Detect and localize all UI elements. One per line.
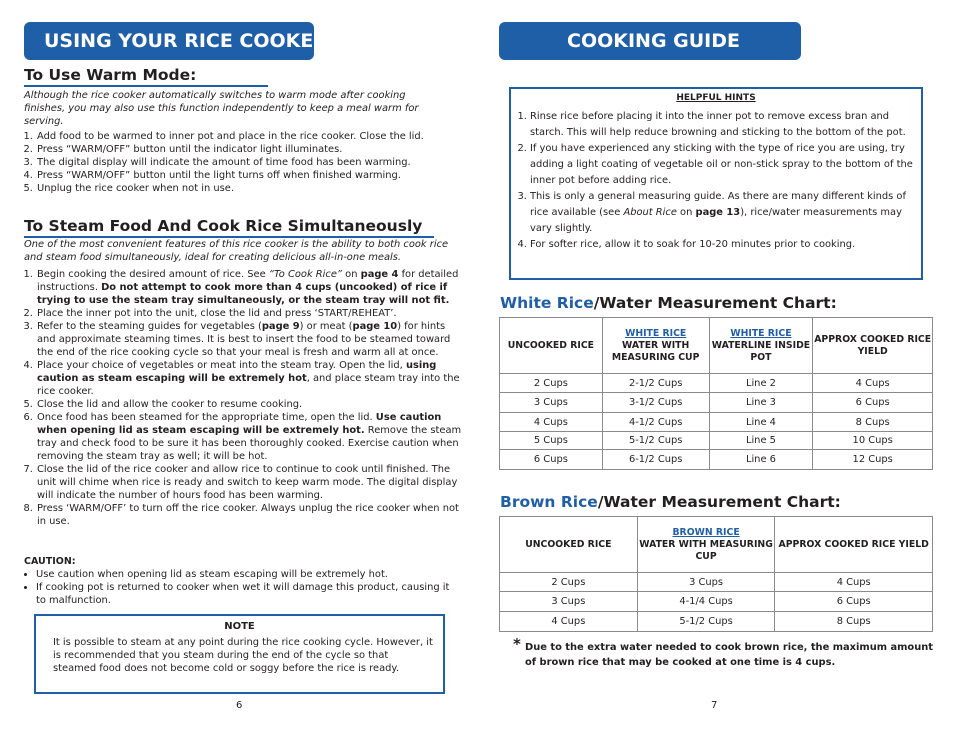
table-cell: 4-1/4 Cups — [637, 592, 775, 612]
page-number-left: 6 — [236, 700, 243, 711]
steam-step: 1. Begin cooking the desired amount of rice. See “To Cook Rice” on page 4 for detailed instructions. Do not attempt to cook more than 4 cups (uncooked) of rice if trying to use the steam tray simultaneously, or the steam tray will not fit. — [36, 268, 466, 307]
white-rice-table — [499, 317, 933, 470]
header-waterline: WHITE RICE WATERLINE INSIDE POT — [709, 318, 813, 374]
hint-item: 3. This is only a general measuring guide. As there are many different kinds of rice available (see About Rice on page 13), rice/water measurements may vary slightly. — [530, 189, 913, 237]
table-cell: 3 Cups — [637, 573, 775, 592]
table-cell: 4 Cups — [813, 374, 933, 393]
right-page — [477, 0, 954, 738]
table-cell: 10 Cups — [813, 432, 933, 450]
asterisk: * — [513, 635, 521, 653]
table-cell: 8 Cups — [775, 612, 933, 632]
table-cell: 6 Cups — [813, 393, 933, 413]
helpful-hints-box — [509, 87, 923, 280]
table-row — [500, 573, 933, 592]
table-cell: 3 Cups — [500, 592, 638, 612]
table-cell: 4-1/2 Cups — [602, 413, 709, 432]
table-row — [500, 612, 933, 632]
helpful-hints-list — [511, 109, 913, 253]
note-text: It is possible to steam at any point during the rice cooking cycle. However, it is recommended that you steam during the end of the cycle so that steamed food does not become cold or soggy before the rice is ready. — [53, 637, 433, 674]
table-header-row — [500, 318, 933, 374]
caution-title: CAUTION: — [24, 556, 76, 567]
header-water-cup: BROWN RICE WATER WITH MEASURING CUP — [637, 517, 775, 573]
table-cell: 4 Cups — [500, 413, 603, 432]
table-cell: Line 6 — [709, 450, 813, 470]
steam-step: 5. Close the lid and allow the cooker to resume cooking. — [36, 398, 466, 411]
warm-mode-heading: To Use Warm Mode: — [24, 66, 268, 87]
header-uncooked-rice: UNCOOKED RICE — [500, 517, 638, 573]
note-title: NOTE — [224, 621, 255, 632]
steam-cook-steps — [22, 268, 466, 528]
steam-step: 7. Close the lid of the rice cooker and allow rice to continue to cook until finished. The unit will chime when rice is ready and switch to keep warm mode. The digital display will indicate the number of hours food has been warming. — [36, 463, 466, 502]
table-cell: 5 Cups — [500, 432, 603, 450]
table-cell: 6 Cups — [775, 592, 933, 612]
hint-item: 4. For softer rice, allow it to soak for 10-20 minutes prior to cooking. — [530, 237, 913, 253]
header-cooked-yield: APPROX COOKED RICE YIELD — [775, 517, 933, 573]
brown-rice-footnote — [513, 635, 933, 670]
table-row — [500, 432, 933, 450]
table-row — [500, 592, 933, 612]
table-cell: 2 Cups — [500, 374, 603, 393]
footnote-text: Due to the extra water needed to cook brown rice, the maximum amount of brown rice that may be cooked at one time is 4 cups. — [525, 642, 933, 668]
warm-step: 2. Press “WARM/OFF” button until the indicator light illuminates. — [36, 143, 466, 156]
table-row — [500, 374, 933, 393]
section-banner-cooking-guide: COOKING GUIDE — [499, 22, 801, 60]
steam-step: 2. Place the inner pot into the unit, close the lid and press ‘START/REHEAT’. — [36, 307, 466, 320]
warm-step: 5. Unplug the rice cooker when not in use. — [36, 182, 466, 195]
table-cell: 6 Cups — [500, 450, 603, 470]
table-cell: Line 2 — [709, 374, 813, 393]
warm-mode-intro: Although the rice cooker automatically switches to warm mode after cooking finishes, you may also use this function independently to keep a meal warm for serving. — [24, 90, 419, 127]
table-cell: Line 5 — [709, 432, 813, 450]
steam-cook-heading: To Steam Food And Cook Rice Simultaneously — [24, 217, 434, 238]
brown-rice-table — [499, 516, 933, 632]
header-water-cup: WHITE RICE WATER WITH MEASURING CUP — [602, 318, 709, 374]
warm-step: 3. The digital display will indicate the amount of time food has been warming. — [36, 156, 466, 169]
table-cell: 5-1/2 Cups — [602, 432, 709, 450]
table-cell: 4 Cups — [775, 573, 933, 592]
table-cell: 3 Cups — [500, 393, 603, 413]
brown-rice-chart-title: Brown Rice/Water Measurement Chart: — [500, 493, 841, 511]
table-cell: Line 4 — [709, 413, 813, 432]
section-banner-using-rice-cooker: USING YOUR RICE COOKER — [24, 22, 314, 60]
steam-step: 4. Place your choice of vegetables or meat into the steam tray. Open the lid, using caution as steam escaping will be extremely hot, and place steam tray into the rice cooker. — [36, 359, 466, 398]
header-cooked-yield: APPROX COOKED RICE YIELD — [813, 318, 933, 374]
table-row — [500, 393, 933, 413]
steam-step: 8. Press ‘WARM/OFF’ to turn off the rice cooker. Always unplug the rice cooker when not in use. — [36, 502, 466, 528]
table-cell: 2 Cups — [500, 573, 638, 592]
steam-step: 3. Refer to the steaming guides for vegetables (page 9) or meat (page 10) for hints and approximate steaming times. It is best to insert the food to be steamed toward the end of the rice cooking cycle so that your meal is fresh and warm all at once. — [36, 320, 466, 359]
white-rice-chart-title: White Rice/Water Measurement Chart: — [500, 294, 837, 312]
hint-item: 1. Rinse rice before placing it into the inner pot to remove excess bran and starch. This will help reduce browning and sticking to the bottom of the pot. — [530, 109, 913, 141]
hint-item: 2. If you have experienced any sticking with the type of rice you are using, try adding a light coating of vegetable oil or non-stick spray to the bottom of the inner pot before adding rice. — [530, 141, 913, 189]
table-cell: 5-1/2 Cups — [637, 612, 775, 632]
table-row — [500, 413, 933, 432]
table-cell: 6-1/2 Cups — [602, 450, 709, 470]
table-cell: 3-1/2 Cups — [602, 393, 709, 413]
steam-cook-intro: One of the most convenient features of this rice cooker is the ability to both cook rice and steam food simultaneously, ideal for creating delicious all-in-one meals. — [24, 239, 449, 263]
header-uncooked-rice: UNCOOKED RICE — [500, 318, 603, 374]
table-cell: Line 3 — [709, 393, 813, 413]
caution-list — [24, 568, 461, 607]
table-cell: 12 Cups — [813, 450, 933, 470]
caution-item: • If cooking pot is returned to cooker when wet it will damage this product, causing it to malfunction. — [36, 581, 461, 607]
table-cell: 8 Cups — [813, 413, 933, 432]
page-number-right: 7 — [711, 700, 718, 711]
table-header-row — [500, 517, 933, 573]
table-cell: 4 Cups — [500, 612, 638, 632]
warm-step: 1. Add food to be warmed to inner pot and place in the rice cooker. Close the lid. — [36, 130, 466, 143]
steam-step: 6. Once food has been steamed for the appropriate time, open the lid. Use caution when opening lid as steam escaping will be extremely hot. Remove the steam tray and check food to be sure it has been thoroughly cooked. Exercise caution when removing the steam tray as well; it will be hot. — [36, 411, 466, 463]
warm-mode-steps — [22, 130, 466, 195]
helpful-hints-title: HELPFUL HINTS — [676, 93, 756, 103]
caution-item: • Use caution when opening lid as steam escaping will be extremely hot. — [36, 568, 461, 581]
warm-step: 4. Press “WARM/OFF” button until the light turns off when finished warming. — [36, 169, 466, 182]
note-box — [34, 614, 445, 694]
table-row — [500, 450, 933, 470]
table-cell: 2-1/2 Cups — [602, 374, 709, 393]
